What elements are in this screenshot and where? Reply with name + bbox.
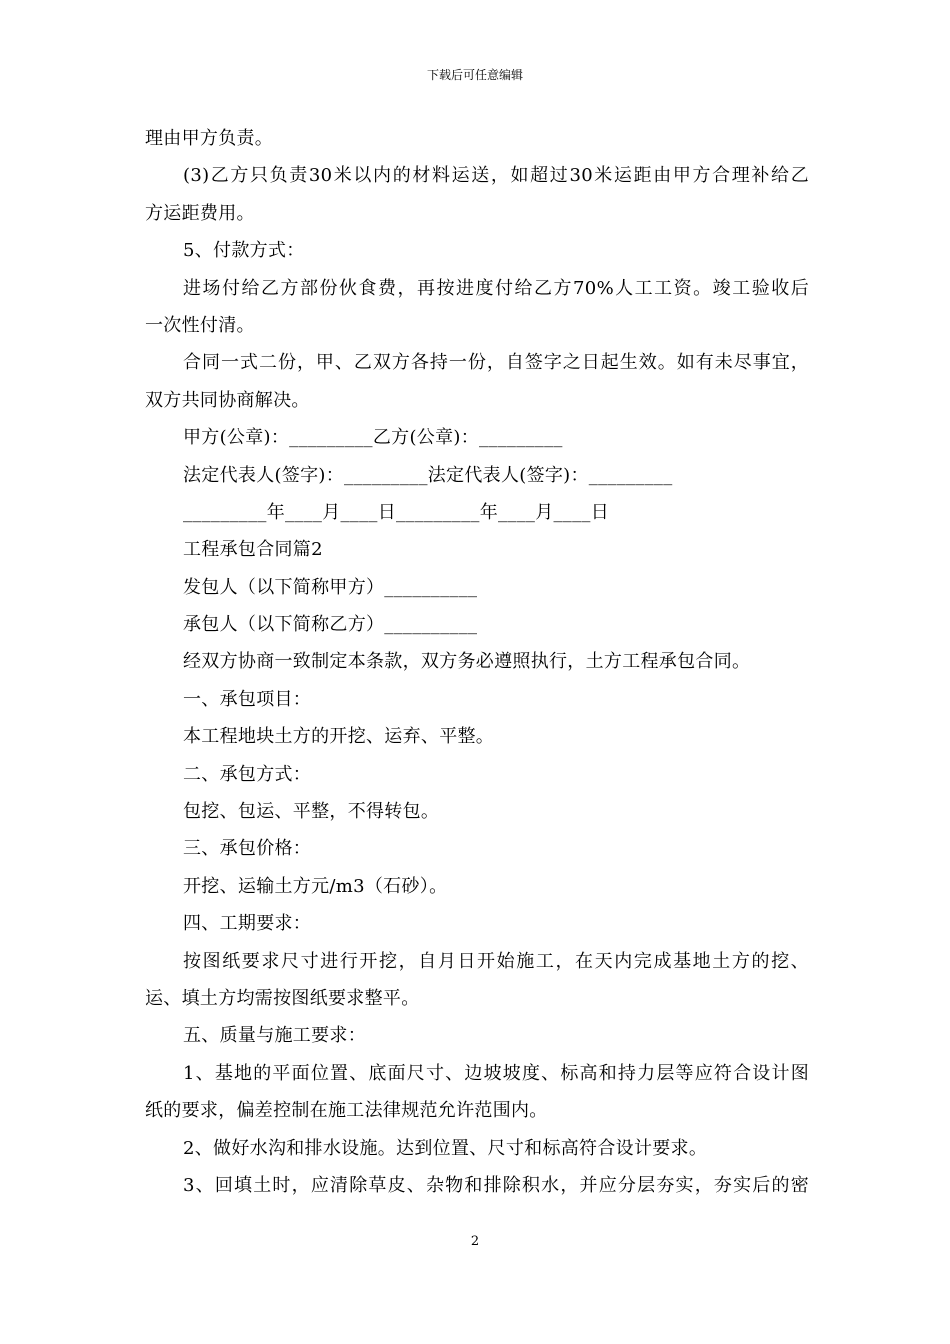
text-line: 按图纸要求尺寸进行开挖，自月日开始施工，在天内完成基地土方的挖、	[183, 950, 809, 972]
contract-title: 工程承包合同篇2	[183, 539, 323, 561]
section-heading: 五、质量与施工要求：	[183, 1025, 366, 1047]
text-line: 3、回填土时，应清除草皮、杂物和排除积水，并应分层夯实，夯实后的密	[183, 1174, 809, 1196]
text-line: 包挖、包运、平整，不得转包。	[183, 801, 440, 823]
text-line: 一次性付清。	[145, 314, 255, 336]
date-line: _________年____月____日_________年____月____日	[183, 501, 609, 523]
text-line: 1、基地的平面位置、底面尺寸、边坡坡度、标高和持力层等应符合设计图	[183, 1062, 809, 1084]
document-body	[145, 120, 809, 1204]
section-heading: 四、工期要求：	[183, 913, 312, 935]
text-line: 运、填土方均需按图纸要求整平。	[145, 987, 420, 1009]
text-line: 经双方协商一致制定本条款，双方务必遵照执行，土方工程承包合同。	[183, 651, 751, 673]
page-number: 2	[470, 1234, 480, 1249]
section-heading: 5、付款方式：	[183, 240, 305, 262]
text-line: 本工程地块土方的开挖、运弃、平整。	[183, 726, 495, 748]
party-line: 发包人（以下简称甲方）__________	[183, 576, 478, 598]
section-heading: 二、承包方式：	[183, 763, 312, 785]
text-line: 合同一式二份，甲、乙双方各持一份，自签字之日起生效。如有未尽事宜，	[183, 352, 809, 374]
text-line: 方运距费用。	[145, 202, 255, 224]
text-line: 开挖、运输土方元/m3（石砂）。	[183, 875, 448, 897]
text-line: 纸的要求，偏差控制在施工法律规范允许范围内。	[145, 1100, 548, 1122]
section-heading: 三、承包价格：	[183, 838, 312, 860]
text-line: 理由甲方负责。	[145, 128, 274, 149]
page-header-note: 下载后可任意编辑	[426, 68, 523, 82]
section-heading: 一、承包项目：	[183, 688, 312, 710]
party-line: 承包人（以下简称乙方）__________	[183, 614, 478, 636]
signature-line: 甲方(公章)：_________乙方(公章)：_________	[183, 427, 563, 449]
text-line: 进场付给乙方部份伙食费，再按进度付给乙方70%人工工资。竣工验收后	[183, 277, 809, 299]
text-line: 2、做好水沟和排水设施。达到位置、尺寸和标高符合设计要求。	[183, 1137, 708, 1159]
text-line: 双方共同协商解决。	[145, 389, 310, 411]
text-line: (3)乙方只负责30米以内的材料运送，如超过30米运距由甲方合理补给乙	[183, 165, 809, 187]
signature-line: 法定代表人(签字)：_________法定代表人(签字)：_________	[183, 464, 673, 486]
